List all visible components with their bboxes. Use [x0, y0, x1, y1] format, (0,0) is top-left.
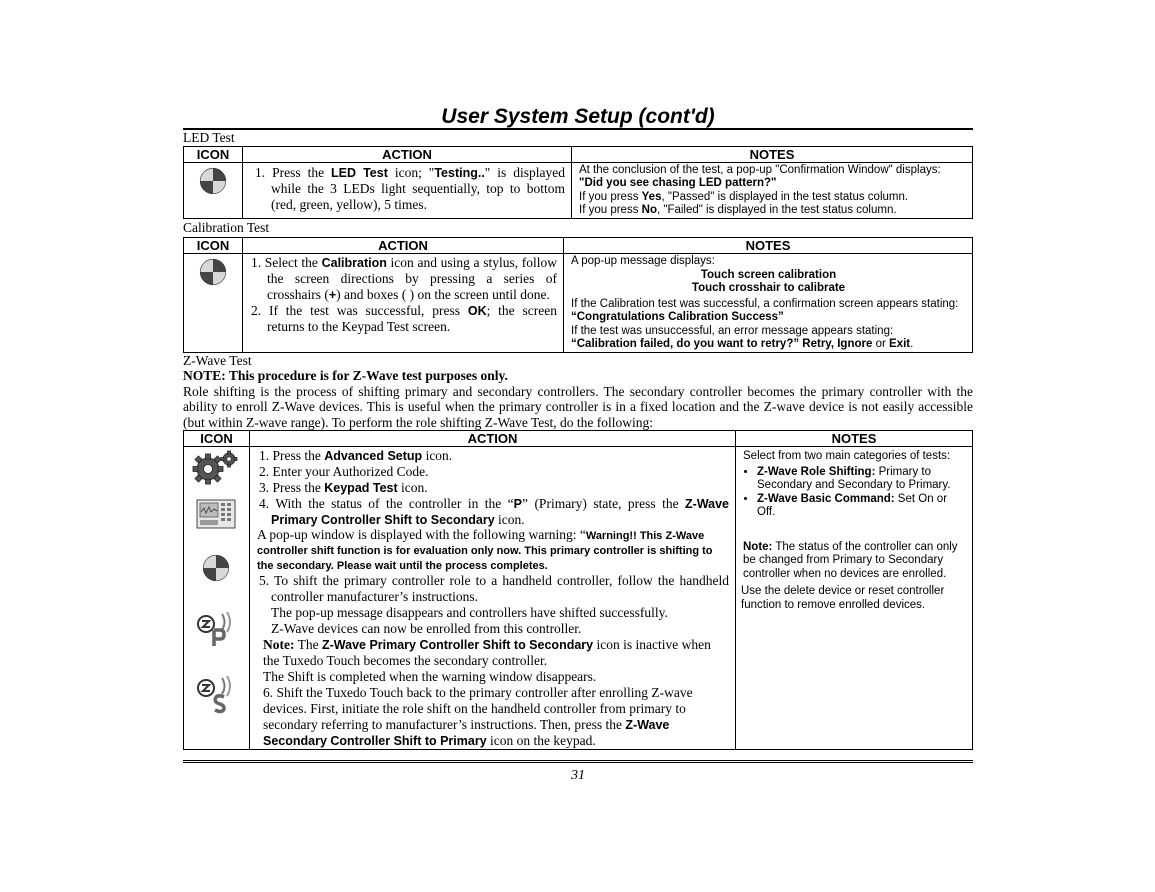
zwave-secondary-shift-icon: [196, 676, 238, 714]
led-test-icon: [202, 554, 230, 582]
manual-page: [183, 100, 973, 750]
list-item: • Z-Wave Role Shifting: Primary to Secondary and Secondary to Primary.: [757, 466, 966, 493]
led-test-table: ICON ACTION NOTES 1. Press the LED Test icon; "Testing.." is displayed while the 3 LEDs light sequentially, top to bottom (red, green, yellow), 5 times. At the conclusion of the test, a pop-up "Confirmation Window" displays: "Did you see chasing LED pattern?" If you press Yes, "Passed" is displayed in the test status column. If you press No, "Failed" is displayed in the test status column.: [183, 146, 973, 219]
page-title: User System Setup (cont'd): [183, 100, 973, 130]
notes-header: NOTES: [572, 146, 973, 162]
zwave-note: NOTE: This procedure is for Z-Wave test purposes only.: [183, 368, 508, 383]
calibration-test-table: ICON ACTION NOTES 1. Select the Calibration icon and using a stylus, follow the screen directions by pressing a series of crosshairs (+) and boxes ( ) on the screen until done. 2. If the test was successful, press OK; the screen returns to the Keypad Test screen. A pop-up message displays: Touch screen calibration Touch crosshair to calibrate If the Calibration test was successful, a confirmation screen appears stating: “Congratulations Calibration Success” If the test was unsuccessful, an error message appears stating: “Calibration failed, do you want to retry?” Retry, Ignore or Exit.: [183, 237, 973, 353]
zwave-test-heading: Z-Wave Test: [183, 352, 252, 368]
calibration-test-heading: Calibration Test: [183, 219, 270, 235]
calibration-icon: [199, 258, 227, 286]
advanced-setup-icon: [192, 449, 240, 487]
page-number: 31: [183, 760, 973, 784]
list-item: • Z-Wave Basic Command: Set On or Off.: [757, 493, 966, 520]
keypad-test-icon: [196, 499, 236, 529]
icon-header: ICON: [184, 146, 243, 162]
calibration-step-1: 1. Select the Calibration icon and using a stylus, follow the screen directions by pressing a series of crosshairs (+) and boxes ( ) on the screen until done.: [251, 255, 557, 302]
zwave-categories-list: [743, 466, 966, 520]
calibration-step-2: 2. If the test was successful, press OK; the screen returns to the Keypad Test screen.: [251, 303, 557, 334]
action-header: ACTION: [243, 146, 572, 162]
zwave-test-table: ICON ACTION NOTES 1. Press the Advanced Setup icon. 2. Enter your Authorized Code. 3. Press the Keypad Test icon. 4. With the status of the controller in the “P” (Primary) state, press the Z-Wave Primary Controller Shift to Secondary icon. A pop-up window is displayed with the following warning: “Warning!! This Z-Wave controller shift function is for evaluation only now. This primary controller is shifting to the secondary. Please wait until the process completes. 5. To shift the primary controller role to a handheld controller, follow the handheld controller manufacturer’s instructions. The pop-up message disappears and controllers have shifted successfully. Z-Wave devices can now be enrolled from this controller. Note: The Z-Wave Primary Controller Shift to Secondary icon is inactive when the Tuxedo Touch becomes the secondary controller. The Shift is completed when the warning window disappears. 6. Shift the Tuxedo Touch back to the primary controller after enrolling Z-wave devices. First, initiate the role shift on the handheld controller from primary to secondary referring to manufacturer’s instructions. Then, press the Z-Wave Secondary Controller Shift to Primary icon on the keypad. Select from two main categories of tests: • Z-Wave Role Shifting: Primary to Secondary and Secondary to Primary. • Z-Wave Basic Command: Set On or Off. Note: The status of the controller can only be changed from Primary to Secondary controller when no devices are enrolled. Use the delete device or reset controller function to remove enrolled devices.: [183, 430, 973, 750]
zwave-intro: Role shifting is the process of shifting primary and secondary controllers. The secondary controller becomes the primary controller with the ability to enroll Z-Wave devices. This is useful when the primary controller is in a fixed location and the Z-wave device is not easily accessible (but within Z-wave range). To perform the role shifting Z-Wave Test, do the following:: [183, 383, 973, 430]
led-step-1: 1. Press the LED Test icon; "Testing.." is displayed while the 3 LEDs light sequentially, top to bottom (red, green, yellow), 5 times.: [255, 164, 565, 212]
led-test-icon: [199, 167, 227, 195]
led-test-heading: LED Test: [183, 130, 235, 145]
zwave-primary-shift-icon: [196, 612, 238, 648]
